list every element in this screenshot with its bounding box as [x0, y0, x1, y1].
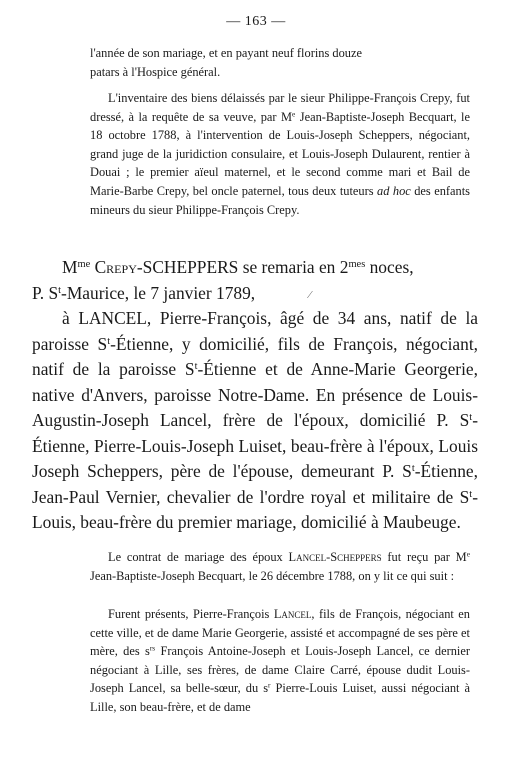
- text-run: Le contrat de mariage des époux: [108, 550, 289, 564]
- text-line: l'année de son mariage, et en payant neuf florins douze: [90, 46, 362, 60]
- superscript: e: [292, 109, 296, 119]
- text-run: -Étienne, Pierre-Louis-Joseph Luiset, beau-frère à l'époux, Louis Joseph Scheppers, père de l'épouse, demeurant P. S: [32, 410, 478, 481]
- remarriage-line-1: [32, 255, 478, 281]
- superscript: me: [77, 258, 91, 270]
- text-run: M: [62, 257, 78, 277]
- paragraph-inventory: [90, 89, 470, 219]
- superscript: t: [194, 360, 198, 372]
- small-caps-name: Lancel: [273, 607, 312, 621]
- paragraph-hospice-payment: [90, 44, 470, 81]
- contract-text: [90, 548, 470, 585]
- text-run: fut reçu par M: [381, 550, 467, 564]
- text-run: François Antoine-Joseph et Louis-Joseph Lancel, ce dernier négociant à Lille, ses frères, de dame Claire Carré, épouse dudit Louis-Joseph Lancel, sa belle-sœur, du s: [90, 644, 470, 696]
- italic-text: ad hoc: [377, 183, 411, 198]
- superscript: rs: [149, 643, 156, 653]
- text-run: Jean-Baptiste-Joseph Becquart, le 18 octobre 1788, à l'intervention de Louis-Joseph Scheppers, négociant, grand juge de la juridiction consulaire, et Louis-Joseph Dulaurent, rentier à Douai ; le premier aïeul maternel, et le second comme mari et Bail de Marie-Barbe Crepy, bel oncle paternel, tous deux tuteurs: [90, 109, 470, 198]
- text-line: patars à l'Hospice général.: [90, 64, 221, 79]
- text-run: -SCHEPPERS se remaria en 2: [136, 257, 349, 277]
- text-run: -Étienne, y domicilié, fils de François, négociant, natif de la paroisse S: [32, 333, 478, 379]
- text-run: noces,: [365, 257, 414, 277]
- text-run: -Maurice, le 7 janvier 1789,: [61, 282, 256, 303]
- paragraph-remarriage-heading: [32, 255, 478, 306]
- small-caps-name: Crepy: [90, 257, 137, 277]
- superscript: r: [268, 680, 271, 690]
- present-parties-text: [90, 605, 470, 717]
- paragraph-marriage-record: [32, 306, 478, 536]
- inventory-text: [90, 89, 470, 219]
- text-run: des enfants mineurs du sieur Philippe-François Crepy.: [90, 183, 470, 217]
- superscript: t: [469, 411, 473, 423]
- superscript: t: [411, 462, 415, 474]
- superscript: e: [466, 549, 470, 559]
- text-run: Furent présents, Pierre-François: [108, 607, 274, 621]
- text-run: -Louis, beau-frère du premier mariage, domicilié à Maubeuge.: [32, 486, 478, 532]
- superscript: t: [107, 335, 111, 347]
- text-run: Jean-Baptiste-Joseph Becquart, le 26 décembre 1788, on y lit ce qui suit :: [90, 568, 455, 583]
- text-run: L'inventaire des biens délaissés par le sieur Philippe-François Crepy, fut dressé, à la requête de sa veuve, par M: [90, 91, 470, 124]
- paragraph-contract: [90, 548, 470, 585]
- superscript: t: [58, 284, 62, 296]
- text-run: -Étienne et de Anne-Marie Georgerie, native d'Anvers, paroisse Notre-Dame. En présence de Louis-Augustin-Joseph Lancel, frère de l'époux, domicilié P. S: [32, 359, 478, 430]
- pencil-mark: ⁄: [309, 289, 311, 301]
- superscript: mes: [348, 258, 366, 270]
- marriage-record-text: [32, 306, 478, 536]
- page-number: — 163 —: [226, 14, 286, 29]
- remarriage-line-2: [32, 281, 478, 307]
- text-run: P. S: [32, 282, 59, 303]
- text-run: Pierre-Louis Luiset, aussi négociant à Lille, son beau-frère, et de dame: [90, 681, 470, 714]
- paragraph-present-parties: [90, 605, 470, 717]
- text-run: -Étienne, Jean-Paul Vernier, chevalier de l'ordre royal et militaire de S: [32, 461, 478, 507]
- superscript: t: [469, 488, 473, 500]
- text-run: , fils de François, négociant en cette ville, et de dame Marie Georgerie, assisté et accompagné de ses père et mère, des s: [90, 607, 470, 659]
- small-caps-name: Lancel-Scheppers: [288, 550, 382, 564]
- text-run: à LANCEL, Pierre-François, âgé de 34 ans, natif de la paroisse S: [32, 308, 478, 354]
